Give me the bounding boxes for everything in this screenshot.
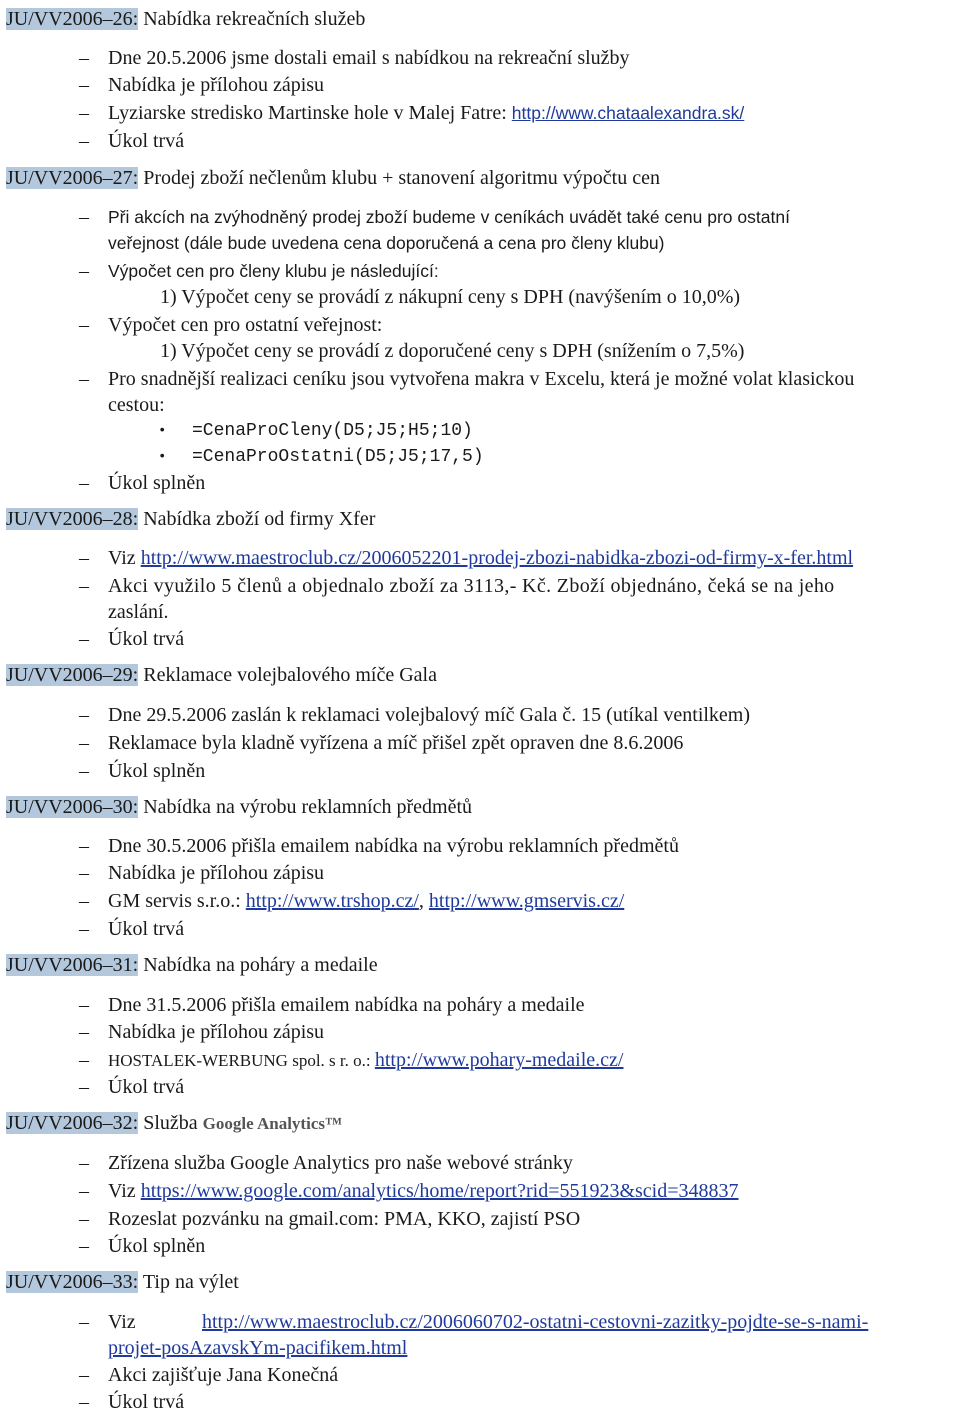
section-heading-28 xyxy=(6,507,375,531)
google-analytics-mark: Google Analytics™ xyxy=(202,1114,342,1133)
link-maestroclub-xfer[interactable]: http://www.maestroclub.cz/2006052201-prodej-zbozi-nabidka-zbozi-od-firmy-x-fer.html xyxy=(140,547,854,569)
link-pohary-medaile[interactable]: http://www.pohary-medaile.cz/ xyxy=(374,1049,624,1071)
section-id: JU/VV2006–26: xyxy=(6,8,139,30)
link-maestroclub-vylet[interactable]: http://www.maestroclub.cz/2006060702-ostatni-cestovni-zazitky-pojdte-se-s-nami- xyxy=(202,1311,869,1333)
link-google-analytics[interactable]: https://www.google.com/analytics/home/report?rid=551923&scid=348837 xyxy=(140,1180,739,1202)
section-title: Tip na výlet xyxy=(142,1271,239,1293)
link-gmservis[interactable]: http://www.gmservis.cz/ xyxy=(428,890,625,912)
section-heading-31 xyxy=(6,953,378,977)
section-title: Nabídka na výrobu reklamních předmětů xyxy=(143,796,473,818)
section-title: Reklamace volejbalového míče Gala xyxy=(143,664,437,686)
section-heading-30 xyxy=(6,795,472,819)
section-heading-29 xyxy=(6,663,437,687)
section-title: Nabídka na poháry a medaile xyxy=(143,954,378,976)
section-title: Nabídka rekreačních služeb xyxy=(143,8,366,30)
link-maestroclub-vylet-cont[interactable]: projet-posAzavskYm-pacifikem.html xyxy=(108,1337,408,1359)
section-id: JU/VV2006–32: xyxy=(6,1112,139,1134)
section-id: JU/VV2006–31: xyxy=(6,954,139,976)
section-title: Nabídka zboží od firmy Xfer xyxy=(143,508,376,530)
link-chataalexandra[interactable]: http://www.chataalexandra.sk/ xyxy=(511,103,745,123)
section-id: JU/VV2006–33: xyxy=(6,1271,139,1293)
link-trshop[interactable]: http://www.trshop.cz/ xyxy=(245,890,419,912)
section-heading-27 xyxy=(6,166,660,190)
section-id: JU/VV2006–28: xyxy=(6,508,139,530)
section-heading-32 xyxy=(6,1111,342,1136)
section-id: JU/VV2006–27: xyxy=(6,167,139,189)
section-title: Služba xyxy=(143,1112,203,1134)
section-id: JU/VV2006–30: xyxy=(6,796,139,818)
section-title: Prodej zboží nečlenům klubu + stanovení algoritmu výpočtu cen xyxy=(143,167,660,189)
section-heading-26 xyxy=(6,7,365,31)
section-id: JU/VV2006–29: xyxy=(6,664,139,686)
section-heading-33 xyxy=(6,1270,239,1294)
